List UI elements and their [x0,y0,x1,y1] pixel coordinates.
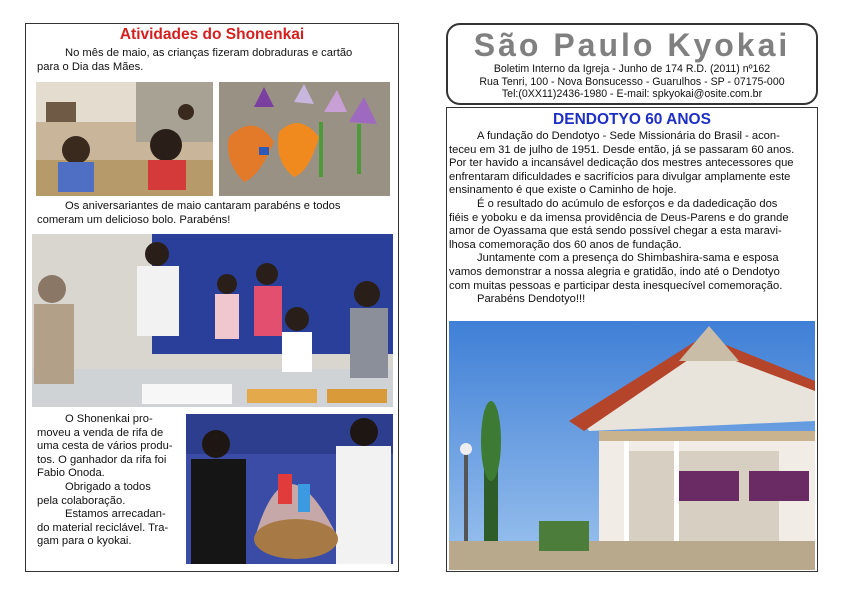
intro-text: No mês de maio, as crianças fizeram dobraduras e cartão para o Dia das Mães. [37,47,353,73]
masthead [446,23,818,105]
shonenkai-title: Atividades do Shonenkai [119,26,305,43]
raffle-text: O Shonenkai pro- moveu a venda de rifa de uma cesta de vários produ- tos. O ganhador da rifa foi Fabio Onoda. Obrigado a todos pela colaboração. Estamos arrecadan- do material reciclável. Tra- gam para o kyokai. [37,413,173,548]
photo-birthday-group [32,234,393,407]
right-page [446,107,818,572]
photo-children-origami [36,82,213,196]
masthead-address: Rua Tenri, 100 - Nova Bonsucesso - Guarulhos - SP - 07175-000 [479,75,785,88]
article-title: DENDOTYO 60 ANOS [553,111,711,128]
photo-origami-flowers [219,82,390,196]
photo-raffle-basket [186,414,393,564]
article-body: A fundação do Dendotyo - Sede Missionária do Brasil - acon- teceu em 31 de julho de 1951. Desde então, já se passaram 60 anos. Por ter havido a incansável dedicação dos mestres antecessores que enfrentaram dificuldades e sacrifícios para divulgar amplamente este ensinamento é que existe o Caminho de hoje. É o resultado do acúmulo de esforços e da dadedicação dos fiéis e yoboku e da imensa providência de Deus-Parens e do grande amor de Oyassama que está sendo possível chegar a esta maravi- lhosa comemoração dos 60 anos de fundação. Juntamente com a presença do Shimbashira-sama e esposa vamos demonstrar a nossa alegria e gratidão, indo até o Dendotyo com muitas pessoas e participar desta inesquecível comemoração. Parabéns Dendotyo!!! [449,130,795,306]
masthead-contact: Tel:(0XX11)2436-1980 - E-mail: spkyokai@osite.com.br [501,88,763,100]
masthead-issue: Boletim Interno da Igreja - Junho de 174 R.D. (2011) nº162 [493,63,771,75]
birthday-text: Os aniversariantes de maio cantaram parabéns e todos comeram um delicioso bolo. Parabéns! [37,200,341,226]
left-page [25,23,399,572]
newsletter-title: São Paulo Kyokai [473,27,791,63]
photo-dendotyo-building [449,321,815,570]
